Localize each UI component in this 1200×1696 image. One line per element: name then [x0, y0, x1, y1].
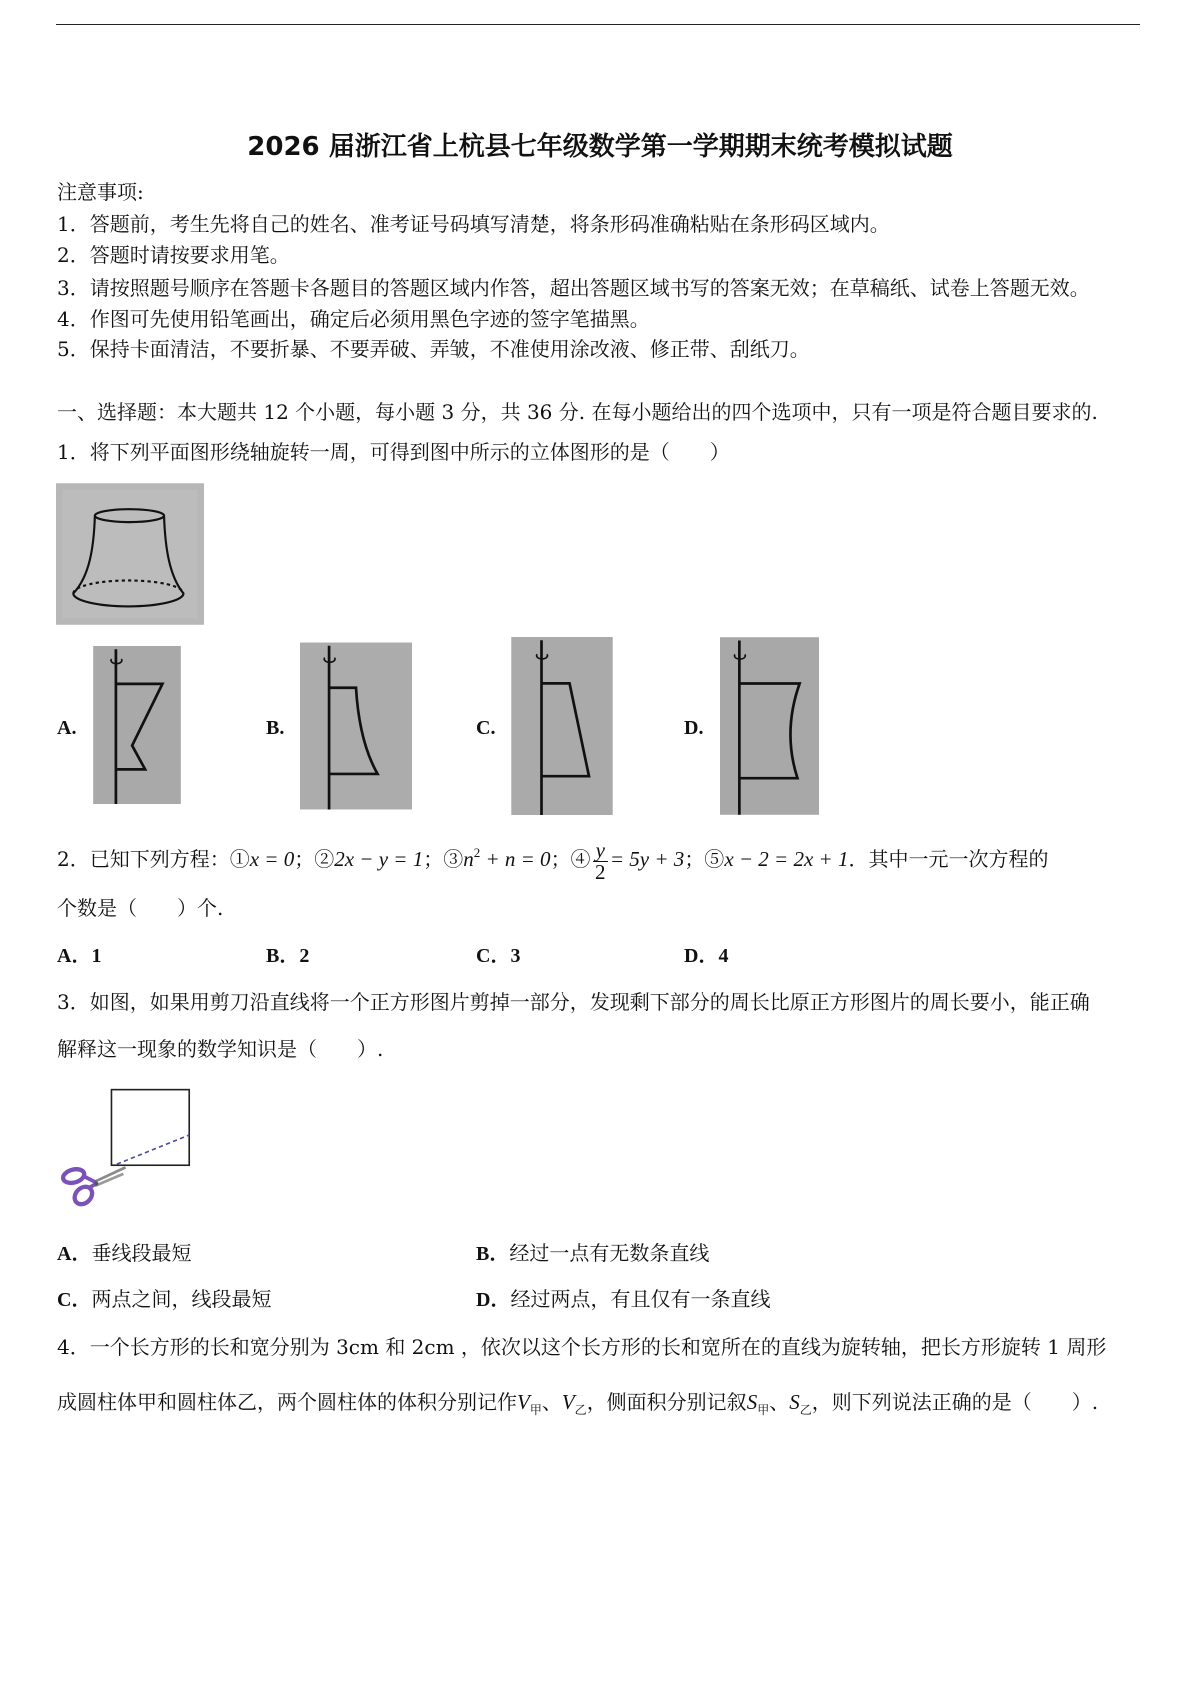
question-1-option-d-label: D. [684, 717, 704, 739]
note-item-3: 3．请按照题号顺序在答题卡各题目的答题区域内作答，超出答题区域书写的答案无效；在草稿纸、试卷上答题无效。 [57, 276, 1090, 300]
figure-photo-background [93, 646, 181, 804]
q4-text-a: 成圆柱体甲和圆柱体乙，两个圆柱体的体积分别记作 [57, 1390, 517, 1414]
figure-photo-background [720, 637, 819, 815]
option-label: D． [684, 945, 719, 967]
option-text: 经过两点，有且仅有一条直线 [510, 1287, 771, 1311]
subscript-yi: 乙 [799, 1403, 812, 1417]
subscript-jia: 甲 [757, 1403, 770, 1417]
question-2-option-c [476, 942, 520, 969]
q2-equation-4 [591, 837, 685, 884]
option-text: 垂线段最短 [91, 1241, 192, 1265]
q4-separator-2: 、 [769, 1390, 790, 1414]
question-4-stem-line-2 [57, 1389, 1098, 1423]
question-1-option-a-figure [93, 646, 181, 804]
q2-intro: 2．已知下列方程：① [57, 847, 250, 871]
option-text: 经过一点有无数条直线 [509, 1241, 710, 1265]
scissors-arm-upper [83, 1176, 96, 1182]
q2-separator-3: ；③ [423, 847, 464, 871]
question-1-option-c-label: C. [476, 717, 496, 739]
option-label: B． [266, 945, 300, 967]
note-item-2: 2．答题时请按要求用笔。 [57, 243, 290, 267]
option-value: 3 [510, 945, 521, 967]
question-1-option-c-figure [511, 637, 613, 815]
q4-area-jia [746, 1390, 770, 1417]
option-value: 2 [299, 945, 310, 967]
q4-area-yi [789, 1390, 812, 1417]
q2-tail: ．其中一元一次方程的 [848, 847, 1049, 871]
option-label: D． [476, 1289, 511, 1311]
subscript-jia: 甲 [529, 1403, 542, 1417]
option-value: 4 [718, 945, 729, 967]
option-label: B． [476, 1243, 510, 1265]
q2-equation-3 [463, 847, 550, 871]
notes-heading: 注意事项: [57, 180, 144, 204]
question-1-option-a-label: A. [57, 717, 77, 739]
question-2-stem [57, 828, 1048, 884]
question-3-option-a [57, 1240, 191, 1267]
option-label: A． [57, 945, 92, 967]
option-text: 两点之间，线段最短 [91, 1287, 272, 1311]
question-4-stem: 4．一个长方形的长和宽分别为 3cm 和 2cm ，依次以这个长方形的长和宽所在的直线为旋转轴，把长方形旋转 1 周形 [57, 1335, 1107, 1359]
question-3-scissors-figure [56, 1081, 195, 1216]
q2-equation-2: 2x − y = 1 [334, 847, 424, 871]
q4-volume-jia [517, 1390, 542, 1417]
question-3-stem: 3．如图，如果用剪刀沿直线将一个正方形图片剪掉一部分，发现剩下部分的周长比原正方形图片的周长要小，能正确 [57, 990, 1090, 1014]
page-title: 2026 届浙江省上杭县七年级数学第一学期期末统考模拟试题 [247, 132, 953, 162]
q2-equation-4-fraction [593, 837, 608, 884]
question-2-stem-line-2: 个数是（ ）个. [57, 896, 224, 920]
figure-photo-background [300, 643, 412, 810]
option-label: C． [476, 945, 511, 967]
question-1-option-b-label: B. [266, 717, 285, 739]
q4-text-c: ，则下列说法正确的是（ ）. [811, 1390, 1099, 1414]
q2-equation-3-base: n [463, 847, 474, 871]
note-item-5: 5．保持卡面清洁，不要折暴、不要弄破、弄皱，不准使用涂改液、修正带、刮纸刀。 [57, 337, 810, 361]
option-value: 1 [91, 945, 102, 967]
variable-v: V [561, 1390, 575, 1414]
fraction-numerator: y [593, 840, 608, 862]
scissors-pivot [94, 1182, 98, 1186]
question-1-stem: 1．将下列平面图形绕轴旋转一周，可得到图中所示的立体图形的是（ ） [57, 440, 730, 464]
scissors-handle-upper [62, 1167, 86, 1185]
question-2-option-d [684, 942, 728, 969]
question-1-option-b-figure [300, 642, 412, 810]
question-2-option-b [266, 942, 309, 969]
fraction-denominator: 2 [594, 859, 606, 884]
q2-separator-4: ；④ [550, 847, 591, 871]
question-1-solid-figure [56, 483, 204, 625]
scissors-icon [62, 1167, 99, 1208]
question-2-option-a [57, 942, 101, 969]
variable-v: V [517, 1390, 530, 1414]
question-3-option-d [476, 1286, 770, 1313]
q2-separator-2: ；② [294, 847, 335, 871]
q2-equation-4-rest: = 5y + 3 [609, 847, 685, 871]
q2-equation-5: x − 2 = 2x + 1 [724, 847, 849, 871]
q4-separator-1: 、 [541, 1390, 562, 1414]
q2-separator-5: ；⑤ [684, 847, 725, 871]
q2-equation-1: x = 0 [249, 847, 295, 871]
q2-equation-3-rest: + n = 0 [480, 847, 551, 871]
subscript-yi: 乙 [574, 1403, 587, 1417]
question-3-option-b [476, 1240, 709, 1267]
variable-s: S [746, 1390, 758, 1414]
question-1-option-d-figure [720, 637, 819, 815]
note-item-4: 4．作图可先使用铅笔画出，确定后必须用黑色字迹的签字笔描黑。 [57, 307, 650, 331]
cut-dashed-line [117, 1135, 189, 1164]
option-label: A． [57, 1243, 92, 1265]
header-rule [56, 24, 1140, 25]
figure-photo-background [511, 637, 612, 815]
square-picture [111, 1090, 189, 1166]
q2-equation-3-exponent: 2 [473, 845, 481, 860]
question-3-option-c [57, 1286, 271, 1313]
question-3-stem-line-2: 解释这一现象的数学知识是（ ）. [57, 1037, 384, 1061]
q4-text-b: ，侧面积分别记叙 [586, 1390, 747, 1414]
variable-s: S [789, 1390, 800, 1414]
option-label: C． [57, 1289, 92, 1311]
section-heading: 一、选择题：本大题共 12 个小题，每小题 3 分，共 36 分. 在每小题给出的四个选项中，只有一项是符合题目要求的. [57, 400, 1098, 424]
note-item-1: 1．答题前，考生先将自己的姓名、准考证号码填写清楚，将条形码准确粘贴在条形码区域内。 [57, 212, 890, 236]
q4-volume-yi [561, 1390, 587, 1417]
